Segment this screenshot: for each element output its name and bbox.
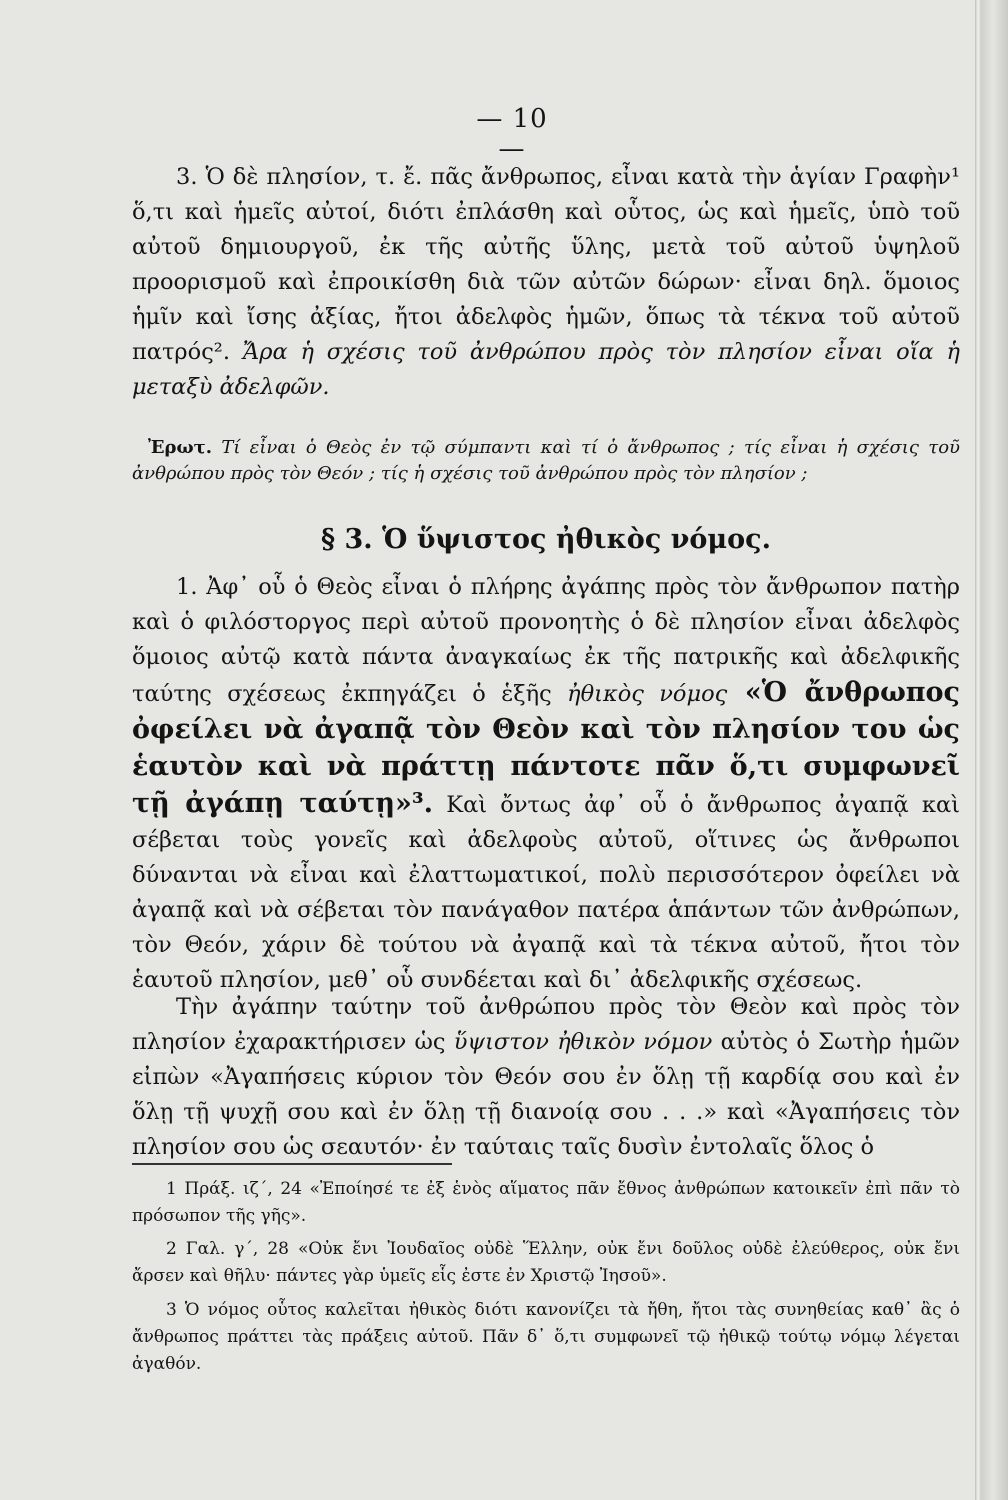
paragraph-neighbor [132,160,960,405]
footnote-1: 1 Πράξ. ιζ΄, 24 «Ἐποίησέ τε ἐξ ἑνὸς αἵματος πᾶν ἔθνος ἀνθρώπων κατοικεῖν ἐπὶ πᾶν τὸ πρόσωπον τῆς γῆς». [132,1179,960,1226]
page-number: — 10 — [476,104,548,164]
paragraph-neighbor-conclusion: Ἄρα ἡ σχέσις τοῦ ἀνθρώπου πρὸς τὸν πλησίον εἶναι οἵα ἡ μεταξὺ ἀδελφῶν. [132,339,960,400]
moral-law-term: ἠθικὸς νόμος [567,681,728,707]
paragraph-moral-law [132,570,960,998]
footnote-3: 3 Ὁ νόμος οὗτος καλεῖται ἠθικὸς διότι κανονίζει τὰ ἤθη, ἤτοι τὰς συνηθείας καθ᾿ ἃς ὁ ἄνθρωπος πράττει τὰς πράξεις αὐτοῦ. Πᾶν δ᾿ ὅ,τι συμφωνεῖ τῷ ἠθικῷ τούτῳ νόμῳ λέγεται ἀγαθόν. [132,1300,960,1374]
paragraph-savior-body: αὐτὸς ὁ Σωτὴρ ἡμῶν εἰπὼν «Ἀγαπήσεις κύριον τὸν Θεόν σου ἐν ὅλῃ τῇ καρδίᾳ σου καὶ ἐν ὅλῃ τῇ ψυχῇ σου καὶ ἐν ὅλῃ τῇ διανοίᾳ σου . . .» καὶ «Ἀγαπήσεις τὸν πλησίον σου ὡς σεαυτόν· ἐν ταύταις ταῖς δυσὶν ἐντολαῖς ὅλος ὁ [132,1029,960,1160]
paragraph-savior [132,990,960,1165]
footnote-divider [132,1163,452,1165]
section-heading: § 3. Ὁ ὕψιστος ἠθικὸς νόμος. [320,524,772,555]
moral-law-statement: «Ὁ ἄνθρωπος ὀφείλει νὰ ἀγαπᾷ τὸν Θεὸν καὶ τὸν πλησίον του ὡς ἑαυτὸν καὶ νὰ πράττῃ πάντοτε πᾶν ὅ,τι συμφωνεῖ τῇ ἀγάπῃ ταύτῃ»³. [132,677,960,819]
paragraph-neighbor-main: 3. Ὁ δὲ πλησίον, τ. ἔ. πᾶς ἄνθρωπος, εἶναι κατὰ τὴν ἁγίαν Γραφὴν¹ ὅ,τι καὶ ἡμεῖς αὐτοί, διότι ἐπλάσθη καὶ οὗτος, ὡς καὶ ἡμεῖς, ὑπὸ τοῦ αὐτοῦ δημιουργοῦ, ἐκ τῆς αὐτῆς ὕλης, μετὰ τοῦ αὐτοῦ ὑψηλοῦ προορισμοῦ καὶ ἐπροικίσθη διὰ τῶν αὐτῶν δώρων· εἶναι δηλ. ὅμοιος ἡμῖν καὶ ἴσης ἀξίας, ἤτοι ἀδελφὸς ἡμῶν, ὅπως τὰ τέκνα τοῦ αὐτοῦ πατρός². [132,164,960,365]
review-question [132,435,960,487]
highest-moral-law-term: ὕψιστον ἠθικὸν νόμον [453,1029,713,1055]
question-text: Τί εἶναι ὁ Θεὸς ἐν τῷ σύμπαντι καὶ τί ὁ ἄνθρωπος ; τίς εἶναι ἡ σχέσις τοῦ ἀνθρώπου πρὸς τὸν Θεόν ; τίς ἡ σχέσις τοῦ ἀνθρώπου πρὸς τὸν πλησίον ; [132,437,960,484]
footnote-2: 2 Γαλ. γ΄, 28 «Οὐκ ἔνι Ἰουδαῖος οὐδὲ Ἕλλην, οὐκ ἔνι δοῦλος οὐδὲ ἐλεύθερος, οὐκ ἔνι ἄρσεν καὶ θῆλυ· πάντες γὰρ ὑμεῖς εἷς ἐστε ἐν Χριστῷ Ἰησοῦ». [132,1239,960,1286]
page-binding-edge [975,0,1008,1500]
question-label: Ἐρωτ. [148,437,213,458]
paragraph-savior-intro: Τὴν ἀγάπην ταύτην τοῦ ἀνθρώπου πρὸς τὸν Θεὸν καὶ πρὸς τὸν πλησίον ἐχαρακτήρισεν ὡς [132,994,960,1055]
paragraph-moral-law-body: Καὶ ὄντως ἀφ᾿ οὗ ὁ ἄνθρωπος ἀγαπᾷ καὶ σέβεται τοὺς γονεῖς καὶ ἀδελφοὺς αὐτοῦ, οἵτινες ὡς ἄνθρωποι δύνανται νὰ εἶναι καὶ ἐλαττωματικοί, πολὺ περισσότερον ὀφείλει νὰ ἀγαπᾷ καὶ νὰ σέβεται τὸν πανάγαθον πατέρα ἁπάντων τῶν ἀνθρώπων, τὸν Θεόν, χάριν δὲ τούτου νὰ ἀγαπᾷ καὶ τὰ τέκνα αὐτοῦ, ἤτοι τὸν ἑαυτοῦ πλησίον, μεθ᾿ οὗ συνδέεται καὶ δι᾿ ἀδελφικῆς σχέσεως. [132,792,960,993]
paragraph-moral-law-intro: 1. Ἀφ᾿ οὗ ὁ Θεὸς εἶναι ὁ πλήρης ἀγάπης πρὸς τὸν ἄνθρωπον πατὴρ καὶ ὁ φιλόστοργος περὶ αὐτοῦ προνοητὴς ὁ δὲ πλησίον εἶναι ἀδελφὸς ὅμοιος αὐτῷ κατὰ πάντα ἀναγκαίως ἐκ τῆς πατρικῆς καὶ ἀδελφικῆς ταύτης σχέσεως ἐκπηγάζει ὁ ἑξῆς [132,574,960,707]
